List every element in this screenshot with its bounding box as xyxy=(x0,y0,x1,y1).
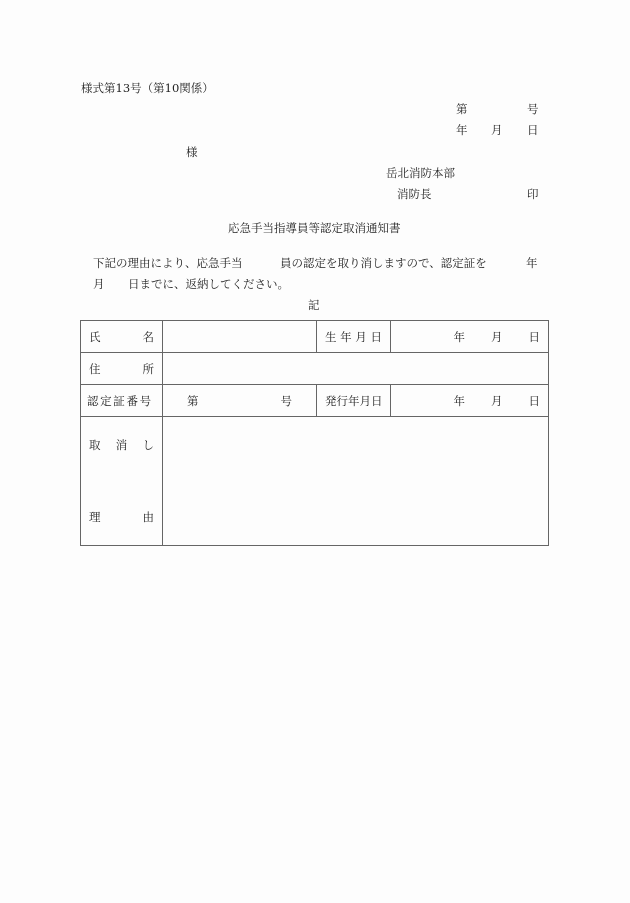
date-year-unit: 年 xyxy=(456,123,468,137)
date-day-unit: 日 xyxy=(527,123,539,137)
name-label: 氏 名 xyxy=(81,321,163,353)
body-text-line2-month: 月 xyxy=(93,277,105,291)
table-row-name xyxy=(81,321,549,353)
date-month-unit: 月 xyxy=(491,123,503,137)
reason-field[interactable] xyxy=(163,417,549,546)
table-row-address xyxy=(81,353,549,385)
document-title: 応急手当指導員等認定取消通知書 xyxy=(228,221,401,235)
doc-number-suffix: 号 xyxy=(527,102,539,116)
form-number: 様式第13号（第10関係） xyxy=(81,81,214,95)
reason-label: 取 消 し 理 由 xyxy=(81,417,163,546)
body-text-line1-year: 年 xyxy=(526,256,538,270)
seal-mark: 印 xyxy=(527,187,539,201)
table-row-cert xyxy=(81,385,549,417)
issue-date-field[interactable]: 年 月 日 xyxy=(391,385,549,417)
cert-number-field[interactable]: 第 号 xyxy=(163,385,317,417)
body-text-line2-b: 日までに、返納してください。 xyxy=(128,277,289,291)
table-row-reason xyxy=(81,417,549,546)
body-text-line1-a: 下記の理由により、応急手当 xyxy=(93,256,243,270)
birthdate-field[interactable]: 年 月 日 xyxy=(391,321,549,353)
issue-date-label: 発行年月日 xyxy=(317,385,391,417)
addressee-honorific: 様 xyxy=(186,145,198,159)
cert-number-label: 認 定 証 番 号 xyxy=(81,385,163,417)
address-field[interactable] xyxy=(163,353,549,385)
doc-number-prefix: 第 xyxy=(456,102,468,116)
details-table xyxy=(80,320,549,546)
ki-heading: 記 xyxy=(308,298,320,312)
issuer-organization: 岳北消防本部 xyxy=(386,166,455,180)
name-field[interactable] xyxy=(163,321,317,353)
birthdate-label: 生 年 月 日 xyxy=(317,321,391,353)
issuer-title: 消防長 xyxy=(397,187,432,201)
address-label: 住 所 xyxy=(81,353,163,385)
body-text-line1-b: 員の認定を取り消しますので、認定証を xyxy=(280,256,487,270)
